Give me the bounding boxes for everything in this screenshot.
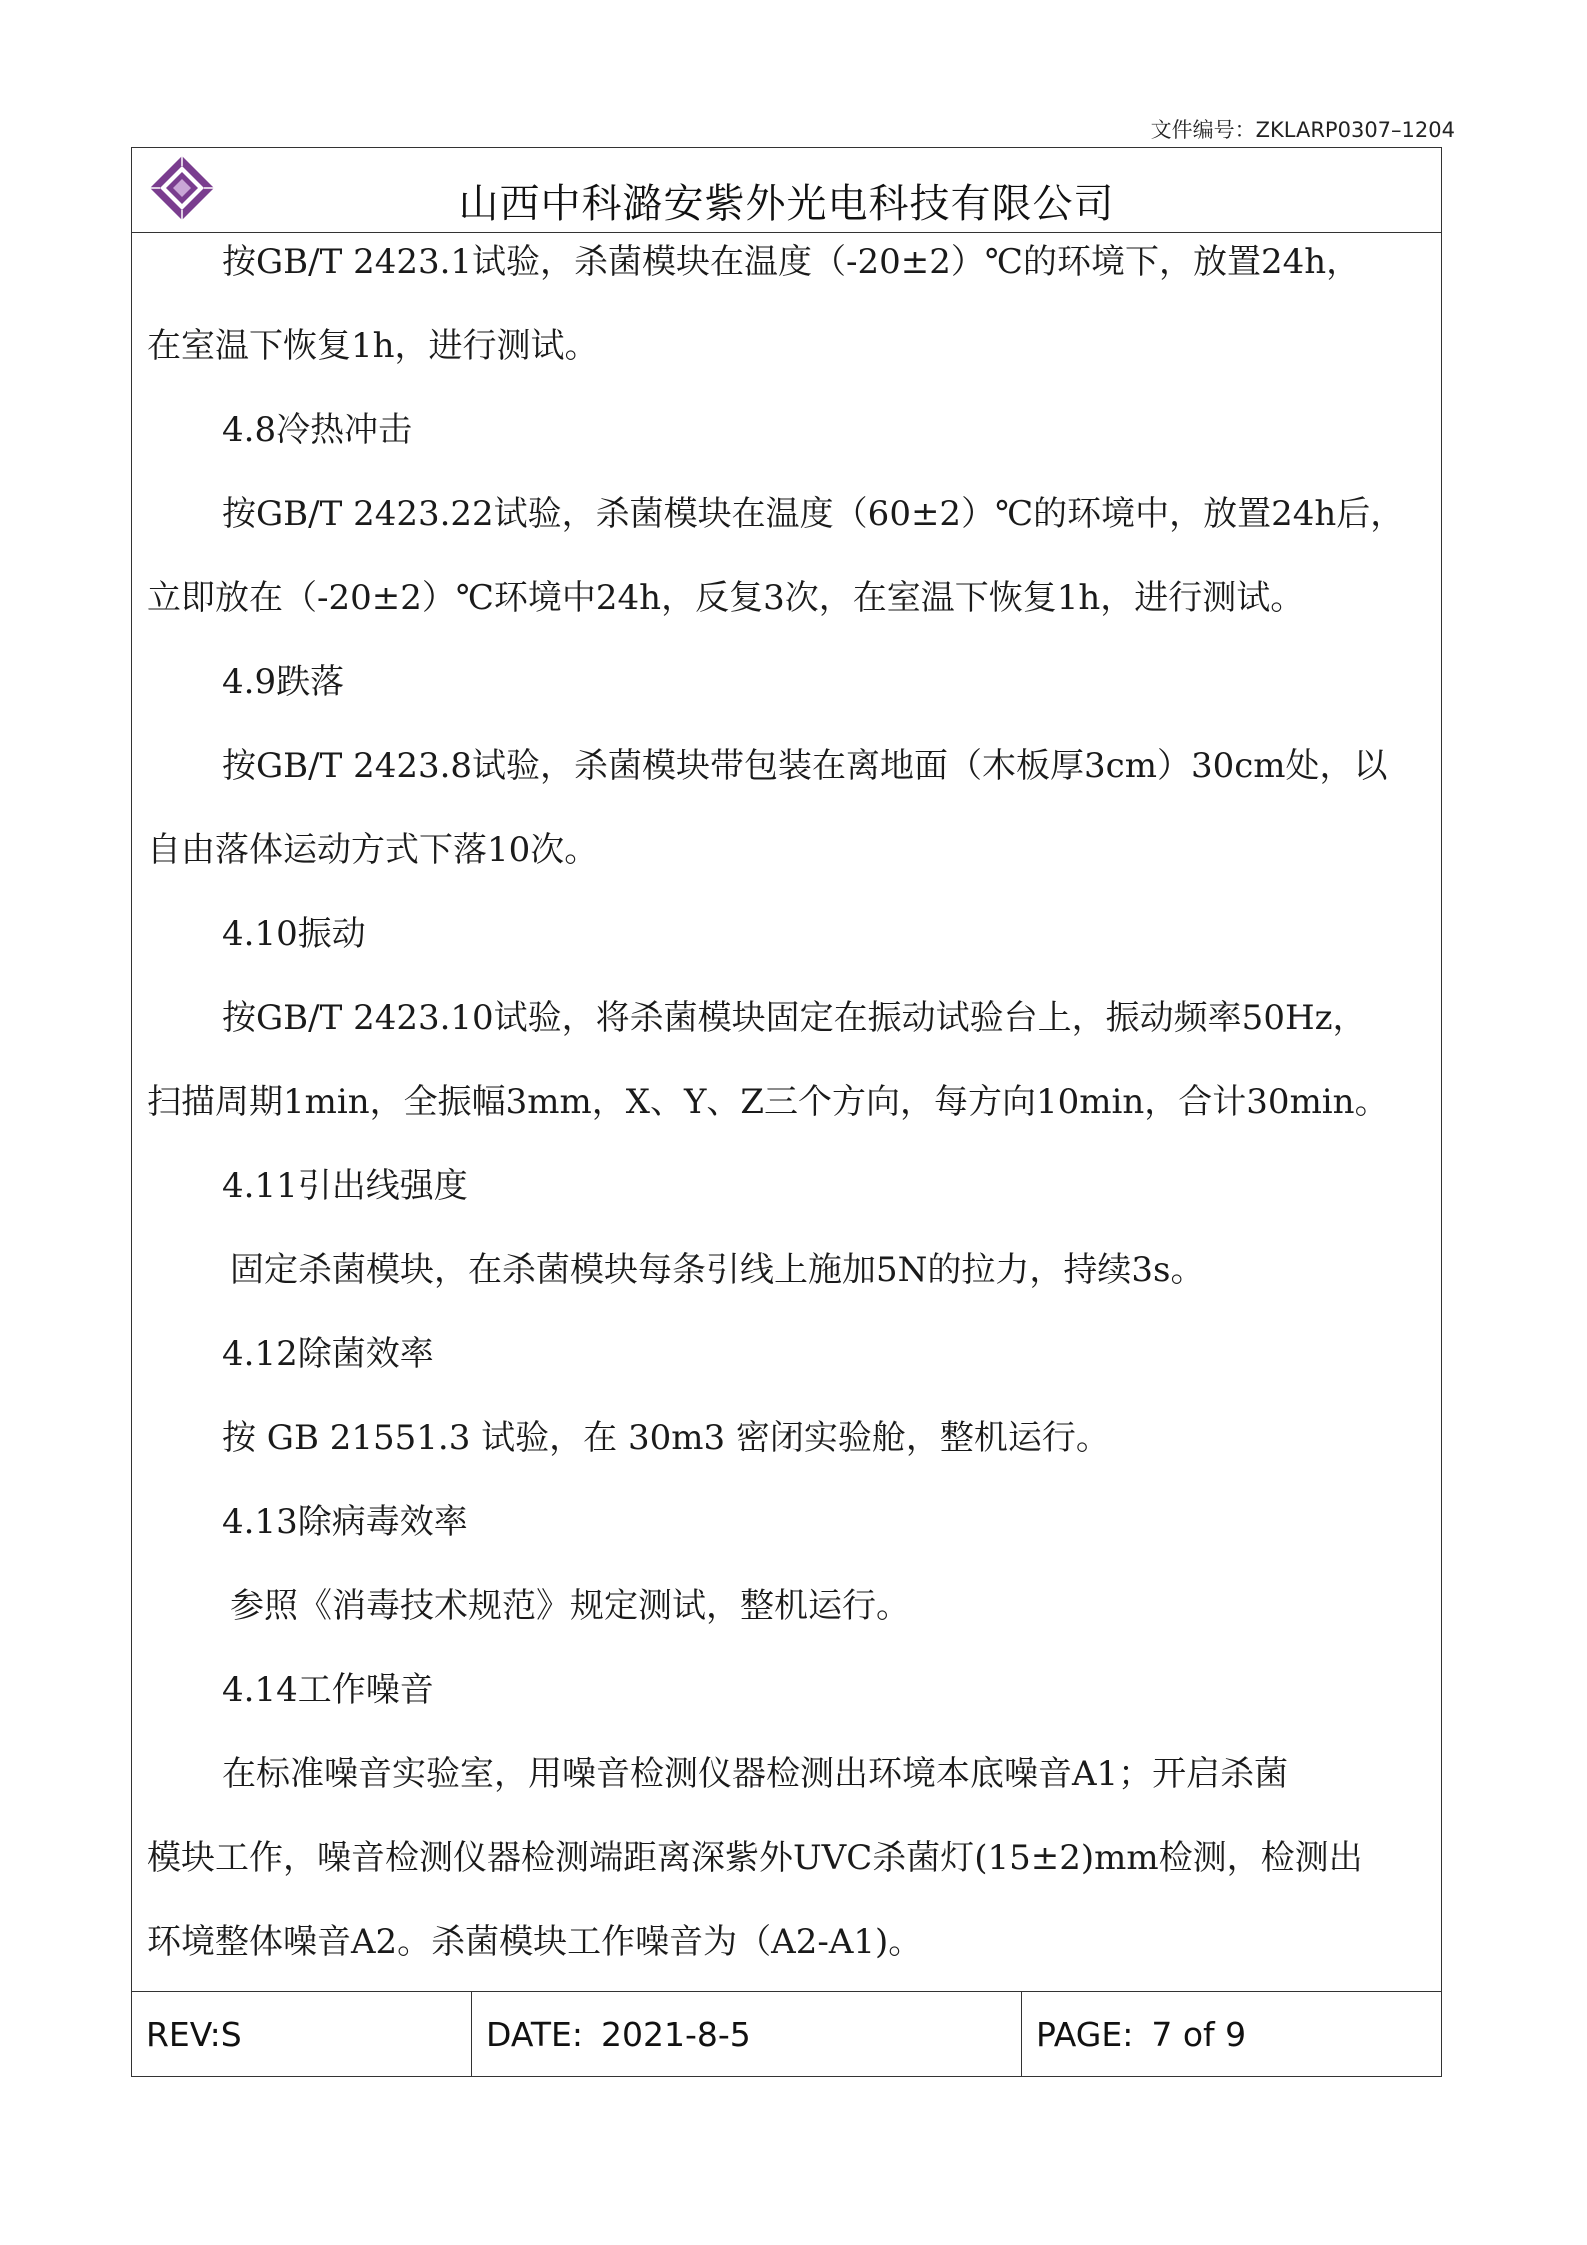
page-footer bbox=[132, 1991, 1441, 2076]
text-line: 按GB/T 2423.22试验，杀菌模块在温度（60±2）℃的环境中，放置24h后， bbox=[222, 494, 1405, 534]
revision-cell bbox=[132, 1992, 472, 2076]
section-heading: 4.10振动 bbox=[222, 914, 366, 954]
company-name: 山西中科潞安紫外光电科技有限公司 bbox=[458, 181, 1115, 227]
revision-label: REV: bbox=[146, 2014, 221, 2054]
section-heading: 4.13除病毒效率 bbox=[222, 1502, 468, 1542]
document-number bbox=[1151, 114, 1455, 144]
page-value: 7 of 9 bbox=[1151, 2014, 1247, 2054]
section-heading: 4.11引出线强度 bbox=[222, 1166, 468, 1206]
text-line: 环境整体噪音A2。杀菌模块工作噪音为（A2-A1)。 bbox=[147, 1922, 923, 1962]
revision-value: S bbox=[220, 2014, 242, 2054]
section-heading: 4.9跌落 bbox=[222, 662, 345, 702]
text-line: 按 GB 21551.3 试验，在 30m3 密闭实验舱，整机运行。 bbox=[222, 1418, 1110, 1458]
text-line: 在标准噪音实验室，用噪音检测仪器检测出环境本底噪音A1；开启杀菌 bbox=[222, 1754, 1289, 1794]
text-line: 立即放在（-20±2）℃环境中24h，反复3次，在室温下恢复1h，进行测试。 bbox=[147, 578, 1305, 618]
section-heading: 4.12除菌效率 bbox=[222, 1334, 434, 1374]
document-body bbox=[132, 232, 1441, 1988]
text-line: 固定杀菌模块，在杀菌模块每条引线上施加5N的拉力，持续3s。 bbox=[230, 1250, 1205, 1290]
text-line: 扫描周期1min，全振幅3mm，X、Y、Z三个方向，每方向10min，合计30min。 bbox=[147, 1082, 1389, 1122]
page-label: PAGE: bbox=[1036, 2014, 1134, 2054]
page-header bbox=[132, 148, 1441, 233]
text-line: 按GB/T 2423.8试验，杀菌模块带包装在离地面（木板厚3cm）30cm处，以 bbox=[222, 746, 1388, 786]
text-line: 在室温下恢复1h，进行测试。 bbox=[147, 326, 599, 366]
date-cell bbox=[472, 1992, 1022, 2076]
date-label: DATE: bbox=[486, 2014, 583, 2054]
section-heading: 4.8冷热冲击 bbox=[222, 410, 413, 450]
document-frame bbox=[131, 147, 1442, 2077]
text-line: 按GB/T 2423.1试验，杀菌模块在温度（-20±2）℃的环境下，放置24h， bbox=[222, 242, 1361, 282]
document-number-value: ZKLARP0307–1204 bbox=[1255, 118, 1455, 142]
text-line: 参照《消毒技术规范》规定测试，整机运行。 bbox=[230, 1586, 910, 1626]
section-heading: 4.14工作噪音 bbox=[222, 1670, 434, 1710]
page-cell bbox=[1022, 1992, 1441, 2076]
text-line: 按GB/T 2423.10试验，将杀菌模块固定在振动试验台上，振动频率50Hz， bbox=[222, 998, 1367, 1038]
date-value: 2021-8-5 bbox=[600, 2014, 751, 2054]
document-number-label: 文件编号： bbox=[1150, 118, 1256, 142]
text-line: 自由落体运动方式下落10次。 bbox=[147, 830, 599, 870]
text-line: 模块工作，噪音检测仪器检测端距离深紫外UVC杀菌灯(15±2)mm检测，检测出 bbox=[147, 1838, 1363, 1878]
